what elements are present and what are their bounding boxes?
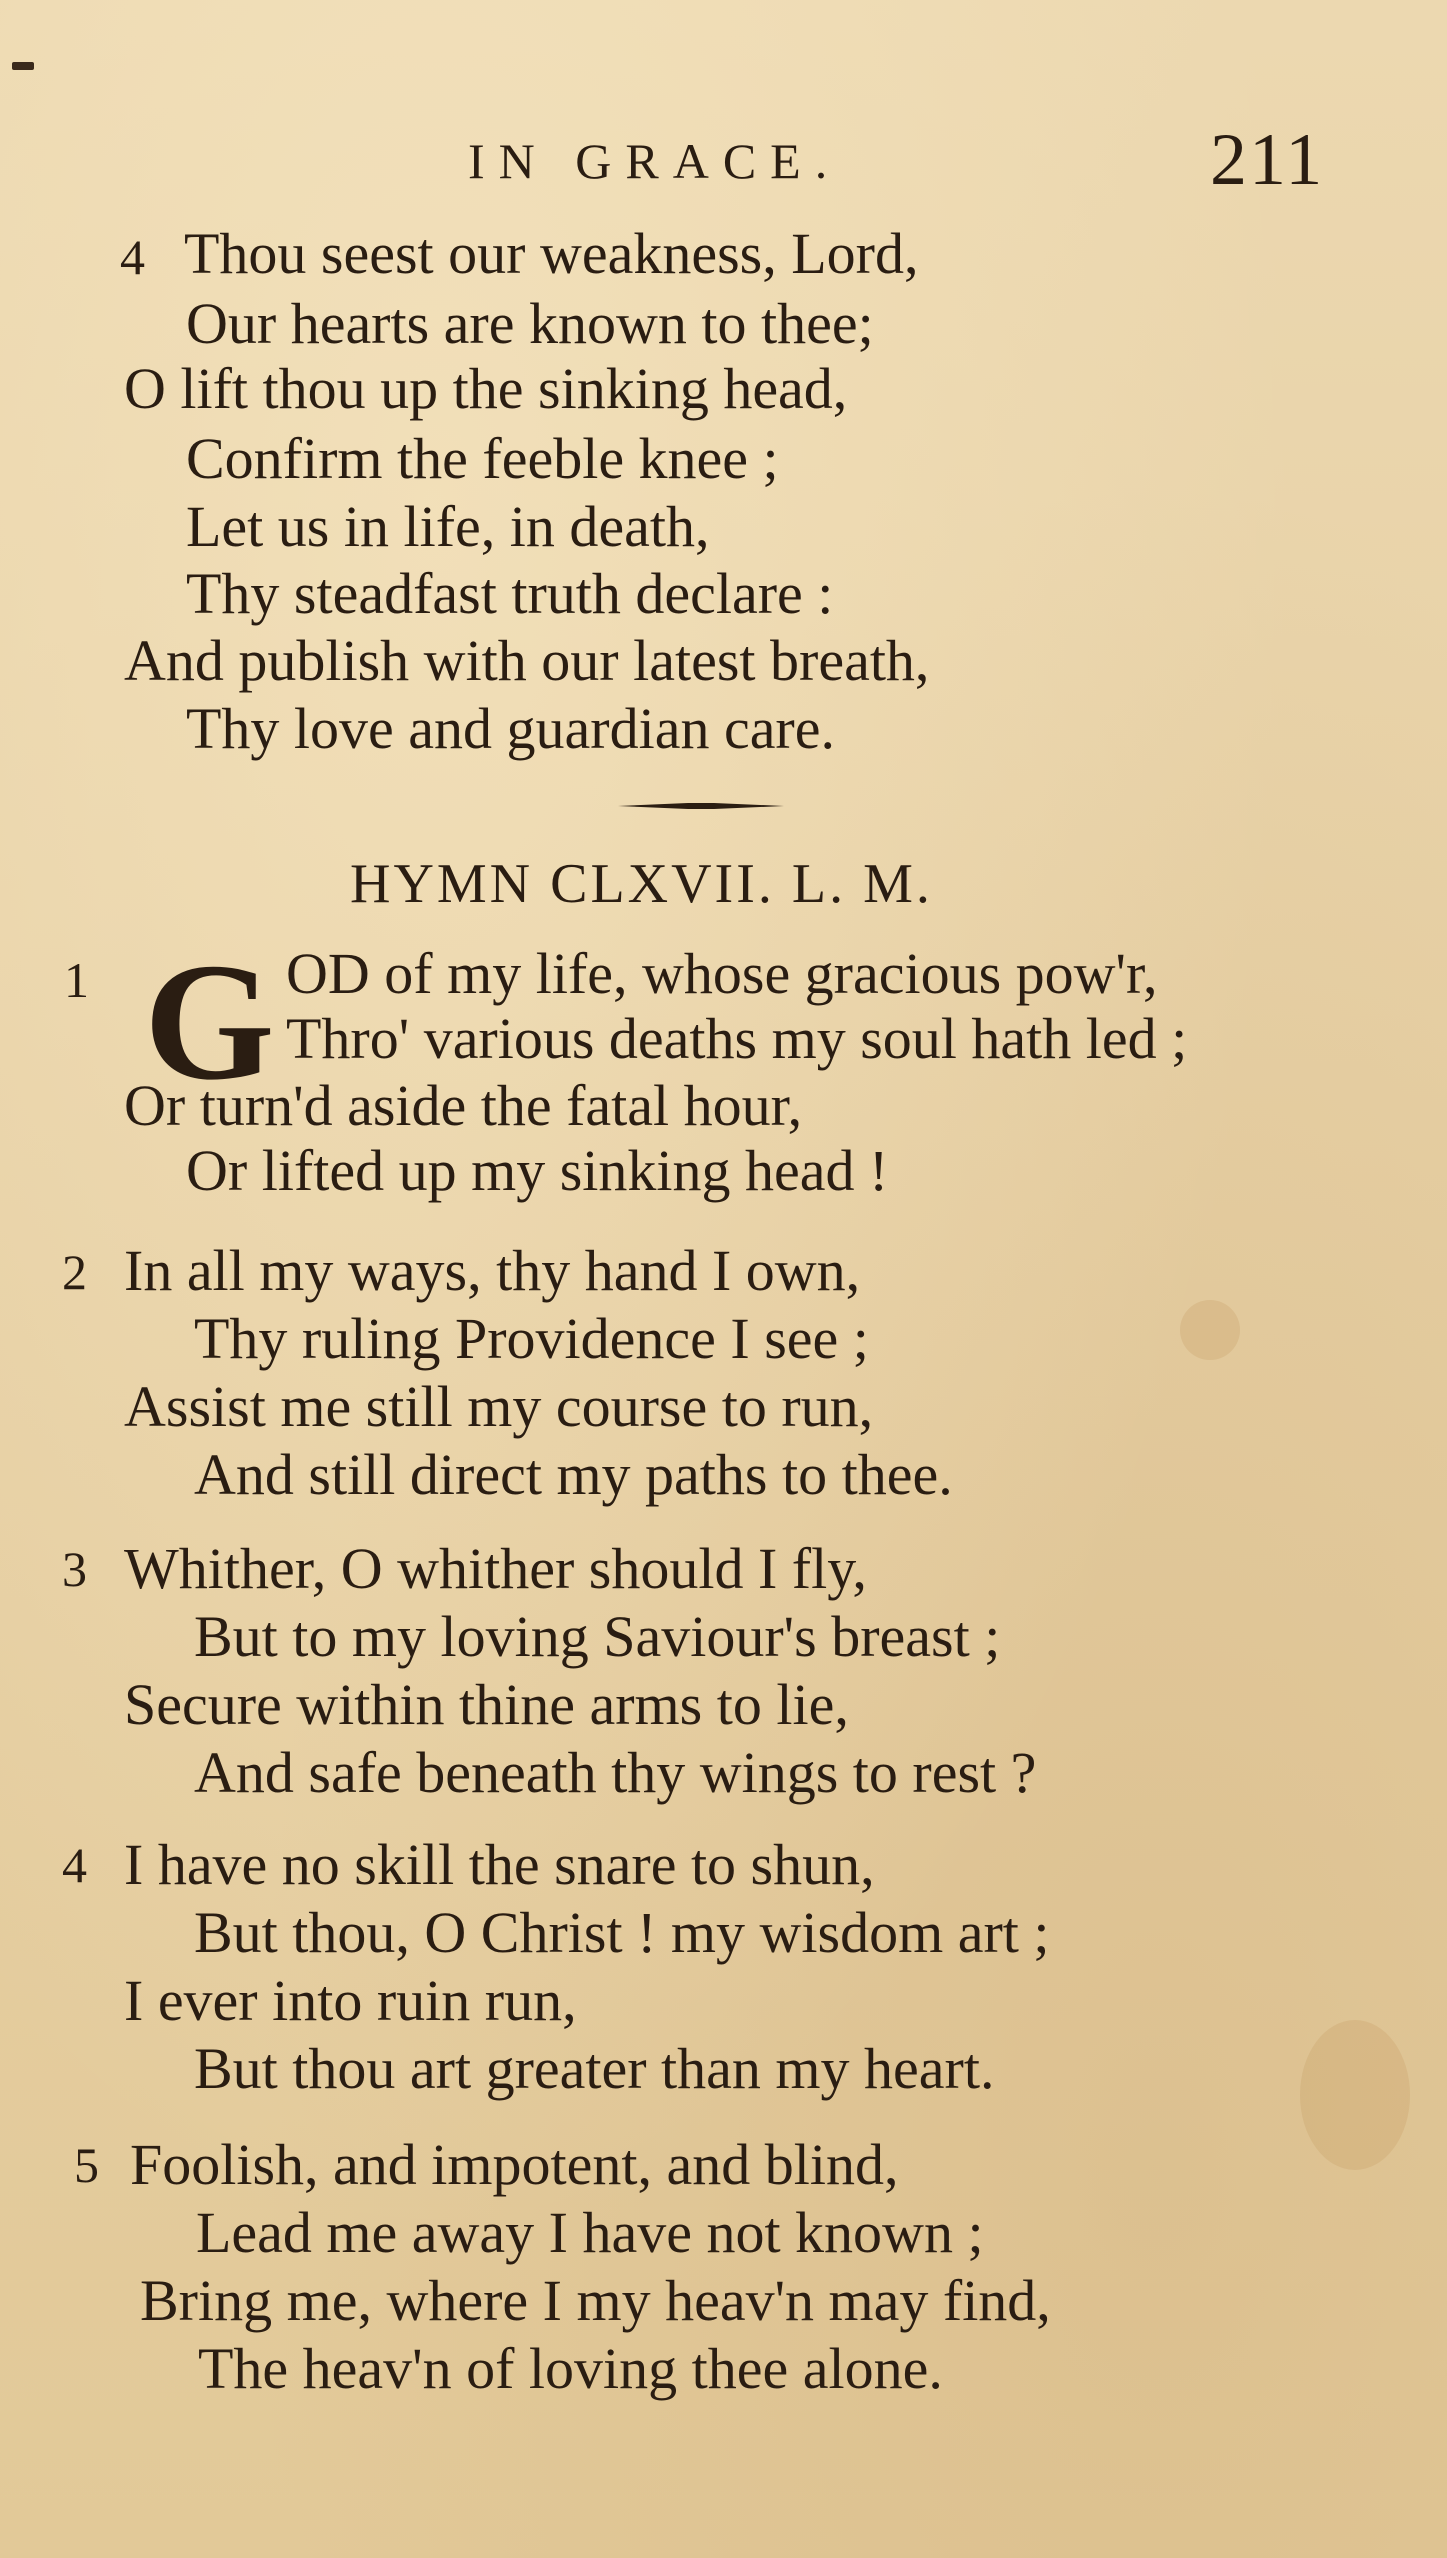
verse-line: Secure within thine arms to lie, bbox=[124, 1672, 849, 1737]
hymn-title: HYMN CLXVII. L. M. bbox=[350, 853, 933, 915]
verse-line: Or turn'd aside the fatal hour, bbox=[124, 1073, 803, 1138]
verse-line: Whither, O whither should I fly, bbox=[124, 1536, 867, 1601]
ink-blot bbox=[12, 62, 34, 70]
stanza-number: 3 bbox=[62, 1541, 87, 1597]
stanza-number: 4 bbox=[62, 1837, 87, 1893]
verse-line: OD of my life, whose gracious pow'r, bbox=[286, 941, 1158, 1006]
drop-cap: G bbox=[144, 929, 275, 1115]
stanza-number: 1 bbox=[64, 952, 89, 1008]
verse-line: But thou art greater than my heart. bbox=[194, 2036, 995, 2101]
section-divider bbox=[618, 802, 784, 810]
verse-line: Let us in life, in death, bbox=[186, 494, 710, 559]
verse-line: And publish with our latest breath, bbox=[124, 628, 930, 693]
stanza-number: 2 bbox=[62, 1244, 87, 1300]
verse-line: The heav'n of loving thee alone. bbox=[198, 2336, 943, 2401]
verse-line: Confirm the feeble knee ; bbox=[186, 426, 779, 491]
stanza-number: 4 bbox=[120, 229, 145, 285]
foxing-stain bbox=[1300, 2020, 1410, 2170]
verse-line: Lead me away I have not known ; bbox=[196, 2200, 984, 2265]
verse-line: And still direct my paths to thee. bbox=[194, 1442, 953, 1507]
stanza-number: 5 bbox=[74, 2137, 99, 2193]
verse-line: But to my loving Saviour's breast ; bbox=[194, 1604, 1001, 1669]
verse-line: Assist me still my course to run, bbox=[124, 1374, 874, 1439]
verse-line: I have no skill the snare to shun, bbox=[124, 1832, 875, 1897]
page-number: 211 bbox=[1210, 119, 1325, 201]
verse-line: Foolish, and impotent, and blind, bbox=[130, 2132, 899, 2197]
verse-line: Thro' various deaths my soul hath led ; bbox=[286, 1006, 1188, 1071]
page-header bbox=[0, 118, 1447, 208]
verse-line: O lift thou up the sinking head, bbox=[124, 356, 848, 421]
verse-line: I ever into ruin run, bbox=[124, 1968, 577, 2033]
verse-line: In all my ways, thy hand I own, bbox=[124, 1238, 861, 1303]
verse-line: But thou, O Christ ! my wisdom art ; bbox=[194, 1900, 1050, 1965]
verse-line: Our hearts are known to thee; bbox=[186, 291, 874, 356]
verse-line: Thy ruling Providence I see ; bbox=[194, 1306, 869, 1371]
foxing-stain bbox=[1180, 1300, 1240, 1360]
verse-line: Thou seest our weakness, Lord, bbox=[184, 221, 919, 286]
verse-line: Bring me, where I my heav'n may find, bbox=[140, 2268, 1051, 2333]
verse-line: Thy love and guardian care. bbox=[186, 696, 835, 761]
verse-line: Thy steadfast truth declare : bbox=[186, 561, 834, 626]
running-head: IN GRACE. bbox=[468, 133, 842, 189]
verse-line: And safe beneath thy wings to rest ? bbox=[194, 1740, 1037, 1805]
verse-line: Or lifted up my sinking head ! bbox=[186, 1138, 889, 1203]
